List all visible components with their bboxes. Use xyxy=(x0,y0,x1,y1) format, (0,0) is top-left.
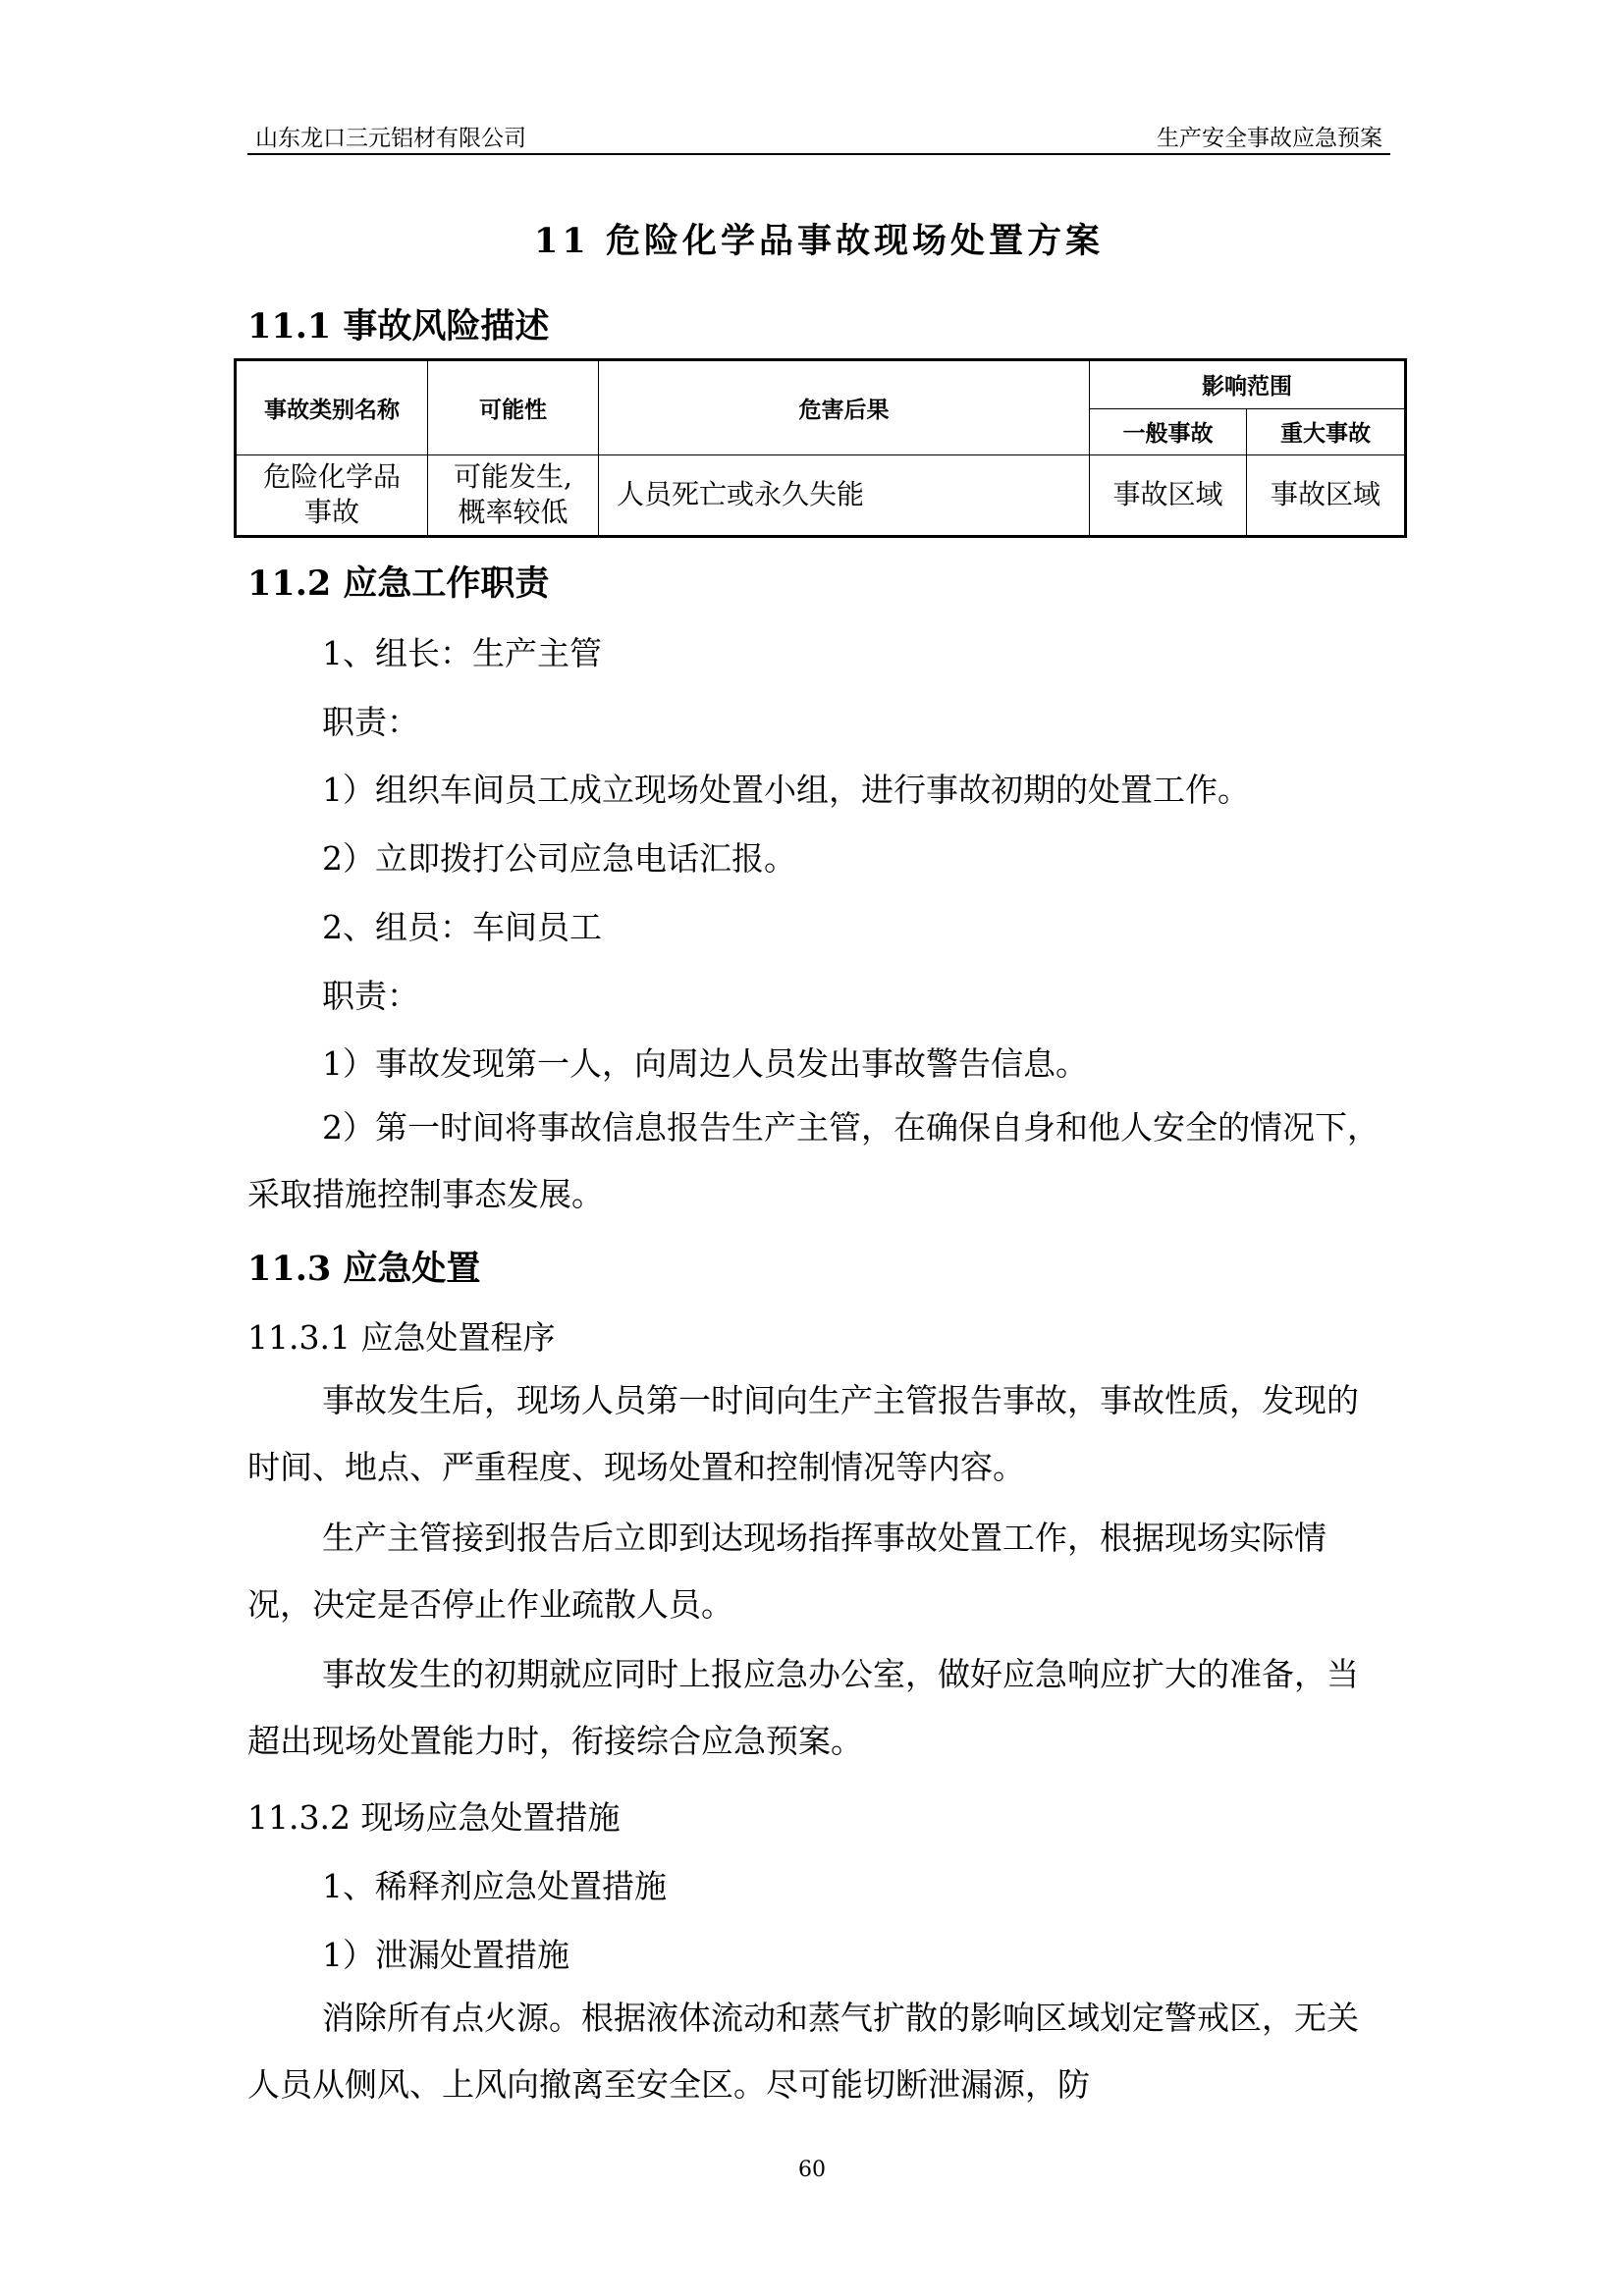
page-number: 60 xyxy=(798,2158,826,2182)
procedure-paragraph-3: 事故发生的初期就应同时上报应急办公室，做好应急响应扩大的准备，当超出现场处置能力时，衔接综合应急预案。 xyxy=(247,1655,1359,1760)
procedure-paragraph-1: 事故发生后，现场人员第一时间向生产主管报告事故，事故性质，发现的时间、地点、严重程度、现场处置和控制情况等内容。 xyxy=(247,1381,1359,1486)
measure-item-1-1: 1）泄漏处置措施 xyxy=(322,1936,569,1974)
leader-duty-2: 2）立即拨打公司应急电话汇报。 xyxy=(322,839,796,878)
member-duty-label: 职责： xyxy=(322,977,419,1015)
header-company: 山东龙口三元铝材有限公司 xyxy=(255,126,526,151)
leak-measure-paragraph: 消除所有点火源。根据液体流动和蒸气扩散的影响区域划定警戒区，无关人员从侧风、上风向撤离至安全区。尽可能切断泄漏源，防 xyxy=(247,1999,1359,2104)
cell-general: 事故区域 xyxy=(1090,454,1247,536)
header-doc-title: 生产安全事故应急预案 xyxy=(1157,126,1382,151)
leader-duty-1: 1）组织车间员工成立现场处置小组，进行事故初期的处置工作。 xyxy=(322,771,1250,809)
table-row xyxy=(236,454,1406,536)
measure-item-1: 1、稀释剂应急处置措施 xyxy=(322,1867,667,1905)
cell-major: 事故区域 xyxy=(1247,454,1406,536)
cell-likelihood xyxy=(428,454,599,536)
subsection-heading-11-3-2: 11.3.2 现场应急处置措施 xyxy=(247,1798,621,1837)
chapter-title: 11 危险化学品事故现场处置方案 xyxy=(534,221,1104,261)
header-cell-major: 重大事故 xyxy=(1247,408,1406,454)
header-cell-name: 事故类别名称 xyxy=(236,360,428,455)
cell-name-line2: 事故 xyxy=(303,496,359,529)
page-header xyxy=(247,116,1390,155)
header-cell-consequence: 危害后果 xyxy=(599,360,1090,455)
member-duty-2: 2）第一时间将事故信息报告生产主管，在确保自身和他人安全的情况下，采取措施控制事态发展。 xyxy=(247,1108,1380,1213)
member-line: 2、组员：车间员工 xyxy=(322,908,602,946)
header-cell-likelihood: 可能性 xyxy=(428,360,599,455)
procedure-paragraph-2: 生产主管接到报告后立即到达现场指挥事故处置工作，根据现场实际情况，决定是否停止作业疏散人员。 xyxy=(247,1519,1326,1624)
section-heading-11-1: 11.1 事故风险描述 xyxy=(247,306,550,347)
cell-likelihood-line1: 可能发生, xyxy=(454,460,572,494)
cell-name xyxy=(236,454,428,536)
header-cell-scope: 影响范围 xyxy=(1090,360,1406,409)
header-cell-general: 一般事故 xyxy=(1090,408,1247,454)
leader-duty-label: 职责： xyxy=(322,703,419,741)
risk-table xyxy=(234,358,1407,538)
section-heading-11-2: 11.2 应急工作职责 xyxy=(247,563,550,604)
subsection-heading-11-3-1: 11.3.1 应急处置程序 xyxy=(247,1318,556,1357)
leader-line: 1、组长：生产主管 xyxy=(322,634,602,672)
cell-consequence: 人员死亡或永久失能 xyxy=(599,454,1090,536)
member-duty-1: 1）事故发现第一人，向周边人员发出事故警告信息。 xyxy=(322,1044,1088,1083)
cell-name-line1: 危险化学品 xyxy=(262,460,401,494)
section-heading-11-3: 11.3 应急处置 xyxy=(247,1249,481,1289)
cell-likelihood-line2: 概率较低 xyxy=(458,496,568,529)
